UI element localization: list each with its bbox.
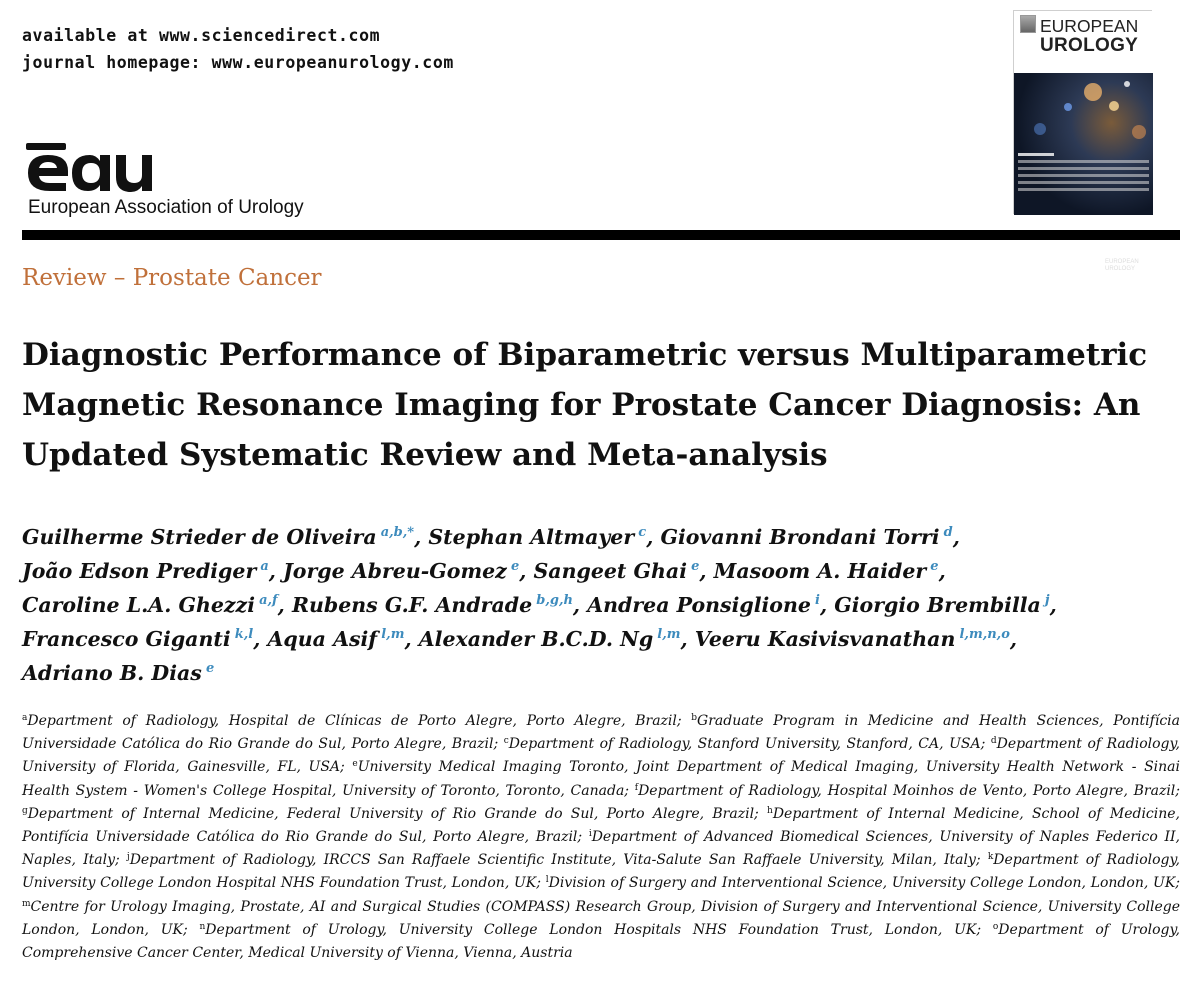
author-affiliation-link[interactable]: e <box>510 559 520 574</box>
author-name: Caroline L.A. Ghezzi <box>22 593 255 617</box>
affiliation-text: University Medical Imaging Toronto, Joint Department of Medical Imaging, University Health Network - Sinai <box>357 759 1180 776</box>
affiliation-marker: k <box>987 852 994 863</box>
author-name: Rubens G.F. Andrade <box>291 593 533 617</box>
author-name: Alexander B.C.D. Ng <box>418 627 654 651</box>
affiliation-text: Department of Radiology, Hospital de Clínicas de Porto Alegre, Porto Alegre, Brazil; <box>27 713 692 729</box>
affiliation-list <box>22 710 1180 965</box>
affiliation-line <box>22 872 1180 895</box>
article-title <box>22 330 1172 480</box>
affiliation-text: Centre for Urology Imaging, Prostate, AI and Surgical Studies (COMPASS) Research Group, Division of Surgery and Interventional Science, University College <box>30 898 1180 915</box>
affiliation-text: University College London Hospital NHS Foundation Trust, London, UK; <box>22 875 546 892</box>
affiliation-line <box>22 942 1180 965</box>
article-category: Review – Prostate Cancer <box>22 265 322 291</box>
author-affiliation-link[interactable]: l,m <box>657 627 681 642</box>
author-line <box>22 520 1182 554</box>
author-line <box>22 622 1182 656</box>
eau-logo-mark <box>26 135 166 197</box>
affiliation-line <box>22 849 1180 872</box>
author-affiliation-link[interactable]: l,m,n,o <box>959 627 1010 642</box>
author-separator: , <box>680 627 695 651</box>
author-affiliation-link[interactable]: c <box>638 525 647 540</box>
affiliation-text: Department of Radiology, Stanford University, Stanford, CA, USA; <box>508 736 991 753</box>
affiliation-text: Department of Internal Medicine, Federal University of Rio Grande do Sul, Porto Alegre, Brazil; <box>27 805 768 822</box>
affiliation-marker: e <box>352 759 358 770</box>
author-affiliation-link[interactable]: e <box>205 661 215 676</box>
affiliation-marker: i <box>588 829 592 840</box>
author-name: Veeru Kasivisvanathan <box>694 627 956 651</box>
affiliation-marker: c <box>503 736 509 747</box>
title-line: Updated Systematic Review and Meta-analysis <box>22 437 828 473</box>
author-separator: , <box>1009 627 1018 651</box>
affiliation-text: Department of Radiology, <box>996 736 1181 753</box>
cover-light-dot <box>1124 81 1130 87</box>
author-name: Guilherme Strieder de Oliveira <box>22 525 377 549</box>
cover-eau-logo: eau <box>1018 262 1034 272</box>
author-line <box>22 656 1182 690</box>
author-line <box>22 554 1182 588</box>
journal-homepage-line: journal homepage: www.europeanurology.com <box>22 53 454 72</box>
affiliation-text: Department of Radiology, IRCCS San Raffaele Scientific Institute, Vita-Salute San Raffaele University, Milan, Italy; <box>129 852 988 869</box>
author-line <box>22 588 1182 622</box>
author-separator: , <box>268 559 284 583</box>
cover-highlights <box>1018 153 1149 193</box>
cover-light-dot <box>1109 101 1119 111</box>
affiliation-text: Department of Internal Medicine, School of Medicine, <box>772 805 1180 822</box>
author-list <box>22 520 1182 690</box>
affiliation-text: Department of Radiology, <box>993 852 1181 869</box>
affiliation-text: Department of Radiology, Hospital Moinhos de Vento, Porto Alegre, Brazil; <box>638 782 1180 799</box>
author-affiliation-link[interactable]: l,m <box>381 627 405 642</box>
author-name: Stephan Altmayer <box>428 525 635 549</box>
affiliation-line <box>22 780 1180 803</box>
title-line: Magnetic Resonance Imaging for Prostate Cancer Diagnosis: An <box>22 387 1141 423</box>
affiliation-text: Graduate Program in Medicine and Health Sciences, Pontifícia <box>697 713 1180 729</box>
affiliation-marker: m <box>22 898 31 909</box>
author-separator: , <box>277 593 292 617</box>
author-name: Andrea Ponsiglione <box>587 593 811 617</box>
affiliation-line <box>22 896 1180 919</box>
affiliation-line <box>22 756 1180 779</box>
author-affiliation-link[interactable]: b,g,h <box>536 593 573 608</box>
affiliation-line <box>22 710 1180 733</box>
author-affiliation-link[interactable]: a,f <box>259 593 278 608</box>
author-name: Masoom A. Haider <box>713 559 927 583</box>
affiliation-marker: b <box>691 713 698 723</box>
cover-title: EUROPEAN UROLOGY <box>1040 16 1139 56</box>
affiliation-text: Comprehensive Cancer Center, Medical University of Vienna, Vienna, Austria <box>22 945 573 962</box>
author-name: Giorgio Brembilla <box>834 593 1041 617</box>
author-affiliation-link[interactable]: k,l <box>234 627 254 642</box>
affiliation-line <box>22 826 1180 849</box>
affiliation-line <box>22 803 1180 826</box>
cover-header <box>1014 11 1153 73</box>
author-separator: , <box>646 525 661 549</box>
author-separator: , <box>819 593 835 617</box>
affiliation-marker: n <box>199 921 206 932</box>
author-name: Adriano B. Dias <box>22 661 202 685</box>
affiliation-marker: o <box>992 921 999 932</box>
author-separator: , <box>952 525 960 549</box>
author-name: João Edson Prediger <box>22 559 257 583</box>
cover-light-dot <box>1132 125 1146 139</box>
affiliation-marker: h <box>767 805 773 816</box>
eau-logo <box>26 135 316 225</box>
author-separator: , <box>414 525 429 549</box>
affiliation-text: Department of Urology, <box>998 921 1181 938</box>
author-affiliation-link[interactable]: j <box>1044 593 1050 608</box>
affiliation-text: London, London, UK; <box>22 921 200 938</box>
header-divider <box>22 230 1180 240</box>
author-affiliation-link[interactable]: e <box>691 559 700 574</box>
author-name: Jorge Abreu-Gomez <box>283 559 507 583</box>
affiliation-marker: j <box>126 852 130 863</box>
affiliation-text: Universidade Católica do Rio Grande do Sul, Porto Alegre, Brazil; <box>22 736 504 753</box>
affiliation-line <box>22 919 1180 942</box>
author-separator: , <box>699 559 714 583</box>
affiliation-text: Pontifícia Universidade Católica do Rio Grande do Sul, Porto Alegre, Brazil; <box>22 829 589 846</box>
author-name: Francesco Giganti <box>22 627 231 651</box>
affiliation-marker: l <box>545 875 549 886</box>
author-separator: , <box>938 559 946 583</box>
author-name: Sangeet Ghai <box>533 559 687 583</box>
author-affiliation-link[interactable]: i <box>815 593 820 608</box>
affiliation-text: Health System - Women's College Hospital, University of Toronto, Toronto, Canada; <box>22 782 635 799</box>
sciencedirect-line: available at www.sciencedirect.com <box>22 26 381 45</box>
affiliation-text: Department of Urology, University College London Hospitals NHS Foundation Trust, London, UK; <box>205 921 993 938</box>
author-separator: , <box>404 627 419 651</box>
elsevier-badge-icon <box>1020 15 1036 33</box>
author-affiliation-link[interactable]: a <box>260 559 269 574</box>
author-separator: , <box>253 627 268 651</box>
organization-name: European Association of Urology <box>28 197 304 218</box>
affiliation-text: Naples, Italy; <box>22 852 127 869</box>
title-line: Diagnostic Performance of Biparametric versus Multiparametric <box>22 337 1148 373</box>
author-name: Giovanni Brondani Torri <box>660 525 940 549</box>
affiliation-line <box>22 733 1180 756</box>
journal-header <box>22 22 454 76</box>
affiliation-text: University of Florida, Gainesville, FL, USA; <box>22 759 353 776</box>
affiliation-marker: g <box>22 805 28 816</box>
cover-light-dot <box>1084 83 1102 101</box>
cover-light-dot <box>1064 103 1072 111</box>
cover-light-dot <box>1034 123 1046 135</box>
affiliation-marker: d <box>990 736 997 747</box>
author-separator: , <box>519 559 534 583</box>
cover-bottom-tag: EUROPEAN UROLOGY <box>1105 259 1139 272</box>
affiliation-text: Department of Advanced Biomedical Sciences, University of Naples Federico II, <box>591 829 1180 846</box>
author-affiliation-link[interactable]: a,b,* <box>380 525 415 540</box>
author-separator: , <box>1049 593 1057 617</box>
affiliation-marker: f <box>634 782 639 793</box>
author-name: Aqua Asif <box>267 627 378 651</box>
author-affiliation-link[interactable]: e <box>930 559 939 574</box>
affiliation-marker: a <box>22 713 28 723</box>
author-affiliation-link[interactable]: d <box>943 525 953 540</box>
cover-artwork <box>1014 73 1153 272</box>
journal-cover-thumbnail <box>1013 10 1152 272</box>
author-separator: , <box>572 593 588 617</box>
affiliation-text: Division of Surgery and Interventional Science, University College London, London, UK; <box>548 875 1181 892</box>
